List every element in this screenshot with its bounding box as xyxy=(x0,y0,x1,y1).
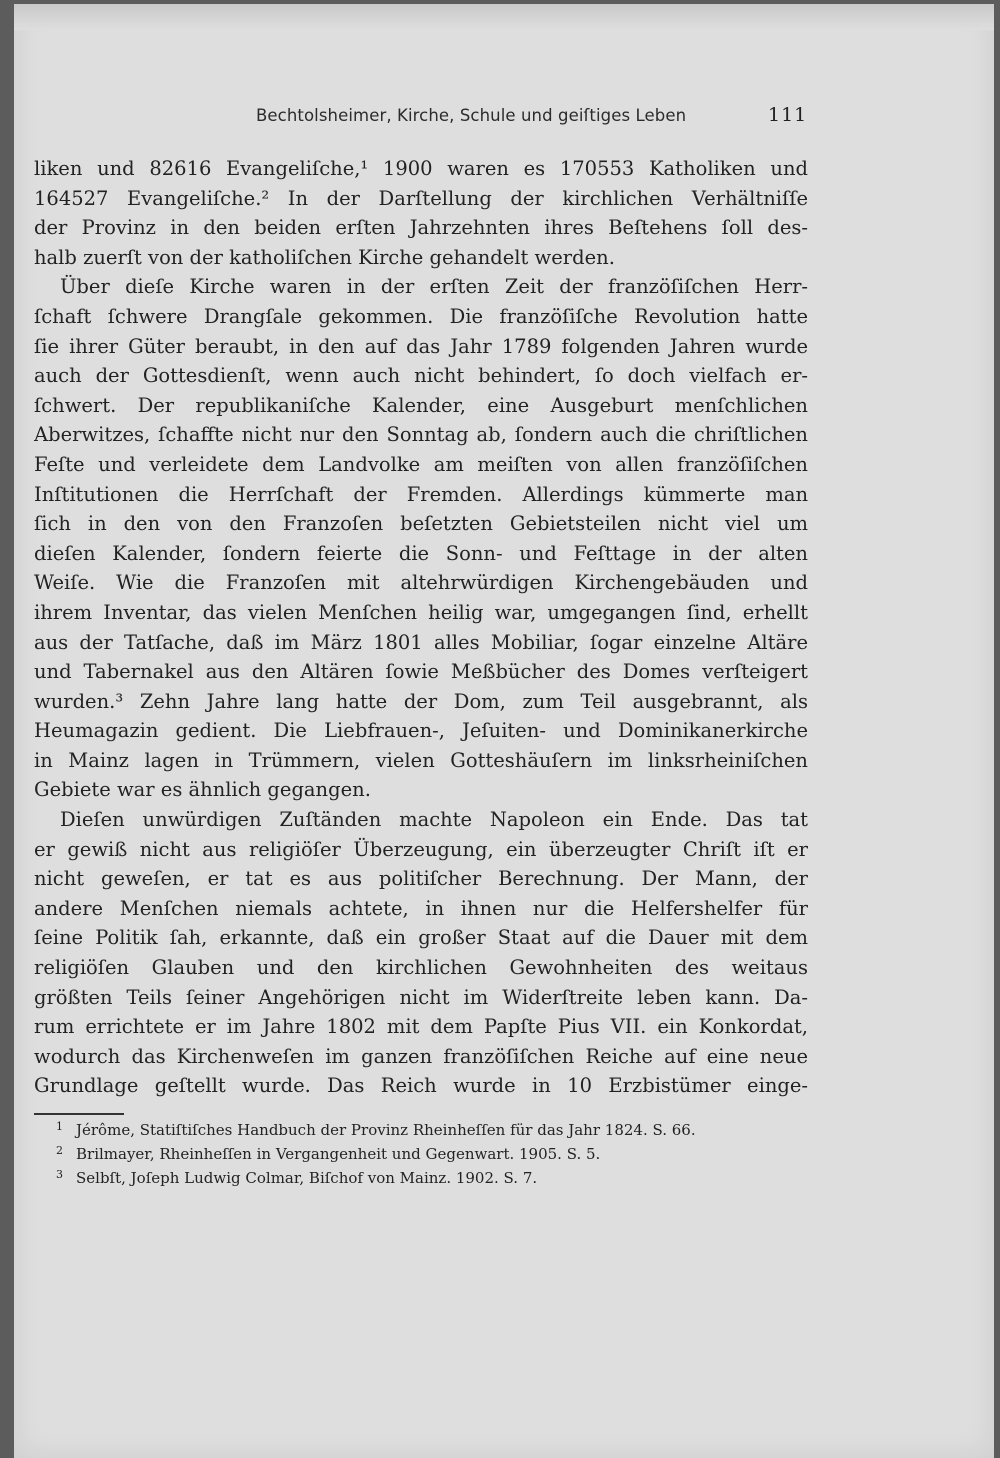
text-line: größten Teils ſeiner Angehörigen nicht im Widerſtreite leben kann. Da- xyxy=(34,985,808,1009)
text-line: rum errichtete er im Jahre 1802 mit dem Papſte Pius VII. ein Konkordat, xyxy=(34,1015,808,1039)
text-line: Inſtitutionen die Herrſchaft der Fremden. Allerdings kümmerte man xyxy=(34,482,808,506)
text-line: wurden.³ Zehn Jahre lang hatte der Dom, zum Teil ausgebrannt, als xyxy=(34,689,808,713)
running-head-title: Bechtolsheimer, Kirche, Schule und geiſtiges Leben xyxy=(256,106,687,125)
text-line: und Tabernakel aus den Altären ſowie Meßbücher des Domes verſteigert xyxy=(34,660,808,684)
footnote-mark: 2 xyxy=(56,1144,63,1157)
text-line: Dieſen unwürdigen Zuſtänden machte Napoleon ein Ende. Das tat xyxy=(60,808,808,832)
text-line: ſchwert. Der republikaniſche Kalender, eine Ausgeburt menſchlichen xyxy=(34,393,808,417)
footnote-text: Brilmayer, Rheinheſſen in Vergangenheit und Gegenwart. 1905. S. 5. xyxy=(76,1145,601,1163)
text-line: auch der Gottesdienſt, wenn auch nicht behindert, ſo doch vielfach er- xyxy=(34,364,808,388)
text-line: Aberwitzes, ſchaffte nicht nur den Sonntag ab, ſondern auch die chriſtlichen xyxy=(34,423,808,447)
text-line: halb zuerſt von der katholiſchen Kirche gehandelt werden. xyxy=(34,245,615,269)
text-line: aus der Tatſache, daß im März 1801 alles Mobiliar, ſogar einzelne Altäre xyxy=(34,630,808,654)
text-line: Über dieſe Kirche waren in der erſten Zeit der franzöſiſchen Herr- xyxy=(60,275,808,299)
text-line: Gebiete war es ähnlich gegangen. xyxy=(34,778,371,802)
text-line: ſeine Politik ſah, erkannte, daß ein großer Staat auf die Dauer mit dem xyxy=(34,926,808,950)
text-line: dieſen Kalender, ſondern feierte die Sonn- und Feſttage in der alten xyxy=(34,541,808,565)
text-line: Weiſe. Wie die Franzoſen mit altehrwürdigen Kirchengebäuden und xyxy=(34,571,808,595)
text-line: in Mainz lagen in Trümmern, vielen Gotteshäuſern im linksrheiniſchen xyxy=(34,748,808,772)
book-page xyxy=(14,4,994,1458)
running-head xyxy=(14,104,994,134)
page-edge xyxy=(14,4,994,30)
page-number: 111 xyxy=(768,104,808,126)
footnote-text: Jérôme, Statiſtiſches Handbuch der Provinz Rheinheſſen für das Jahr 1824. S. 66. xyxy=(76,1121,696,1139)
text-line: nicht geweſen, er tat es aus politiſcher Berechnung. Der Mann, der xyxy=(34,867,808,891)
text-line: Grundlage geſtellt wurde. Das Reich wurde in 10 Erzbistümer einge- xyxy=(34,1074,808,1098)
footnotes xyxy=(56,1118,816,1190)
footnote-mark: 3 xyxy=(56,1168,63,1181)
footnote-1 xyxy=(56,1118,816,1142)
text-line: Feſte und verleidete dem Landvolke am meiſten von allen franzöſiſchen xyxy=(34,452,808,476)
text-line: wodurch das Kirchenweſen im ganzen franzöſiſchen Reiche auf eine neue xyxy=(34,1044,808,1068)
footnote-rule xyxy=(34,1113,124,1115)
footnote-2 xyxy=(56,1142,816,1166)
footnote-mark: 1 xyxy=(56,1120,63,1133)
text-line: religiöſen Glauben und den kirchlichen Gewohnheiten des weitaus xyxy=(34,956,808,980)
text-line: der Provinz in den beiden erſten Jahrzehnten ihres Beſtehens ſoll des- xyxy=(34,216,808,240)
text-line: ihrem Inventar, das vielen Menſchen heilig war, umgegangen ſind, erhellt xyxy=(34,600,808,624)
footnote-text: Selbſt, Joſeph Ludwig Colmar, Biſchof von Mainz. 1902. S. 7. xyxy=(76,1169,538,1187)
text-line: andere Menſchen niemals achtete, in ihnen nur die Helfershelfer für xyxy=(34,896,808,920)
text-line: er gewiß nicht aus religiöſer Überzeugung, ein überzeugter Chriſt iſt er xyxy=(34,837,808,861)
text-line: Heumagazin gedient. Die Liebfrauen-, Jeſuiten- und Dominikanerkirche xyxy=(34,719,808,743)
text-line: ſie ihrer Güter beraubt, in den auf das Jahr 1789 folgenden Jahren wurde xyxy=(34,334,808,358)
body-text xyxy=(34,154,808,1101)
text-line: ſich in den von den Franzoſen beſetzten Gebietsteilen nicht viel um xyxy=(34,512,808,536)
text-line: liken und 82616 Evangeliſche,¹ 1900 waren es 170553 Katholiken und xyxy=(34,157,808,180)
text-line: 164527 Evangeliſche.² In der Darſtellung der kirchlichen Verhältniſſe xyxy=(34,186,808,210)
text-line: ſchaft ſchwere Drangſale gekommen. Die franzöſiſche Revolution hatte xyxy=(34,304,808,328)
footnote-3 xyxy=(56,1166,816,1190)
